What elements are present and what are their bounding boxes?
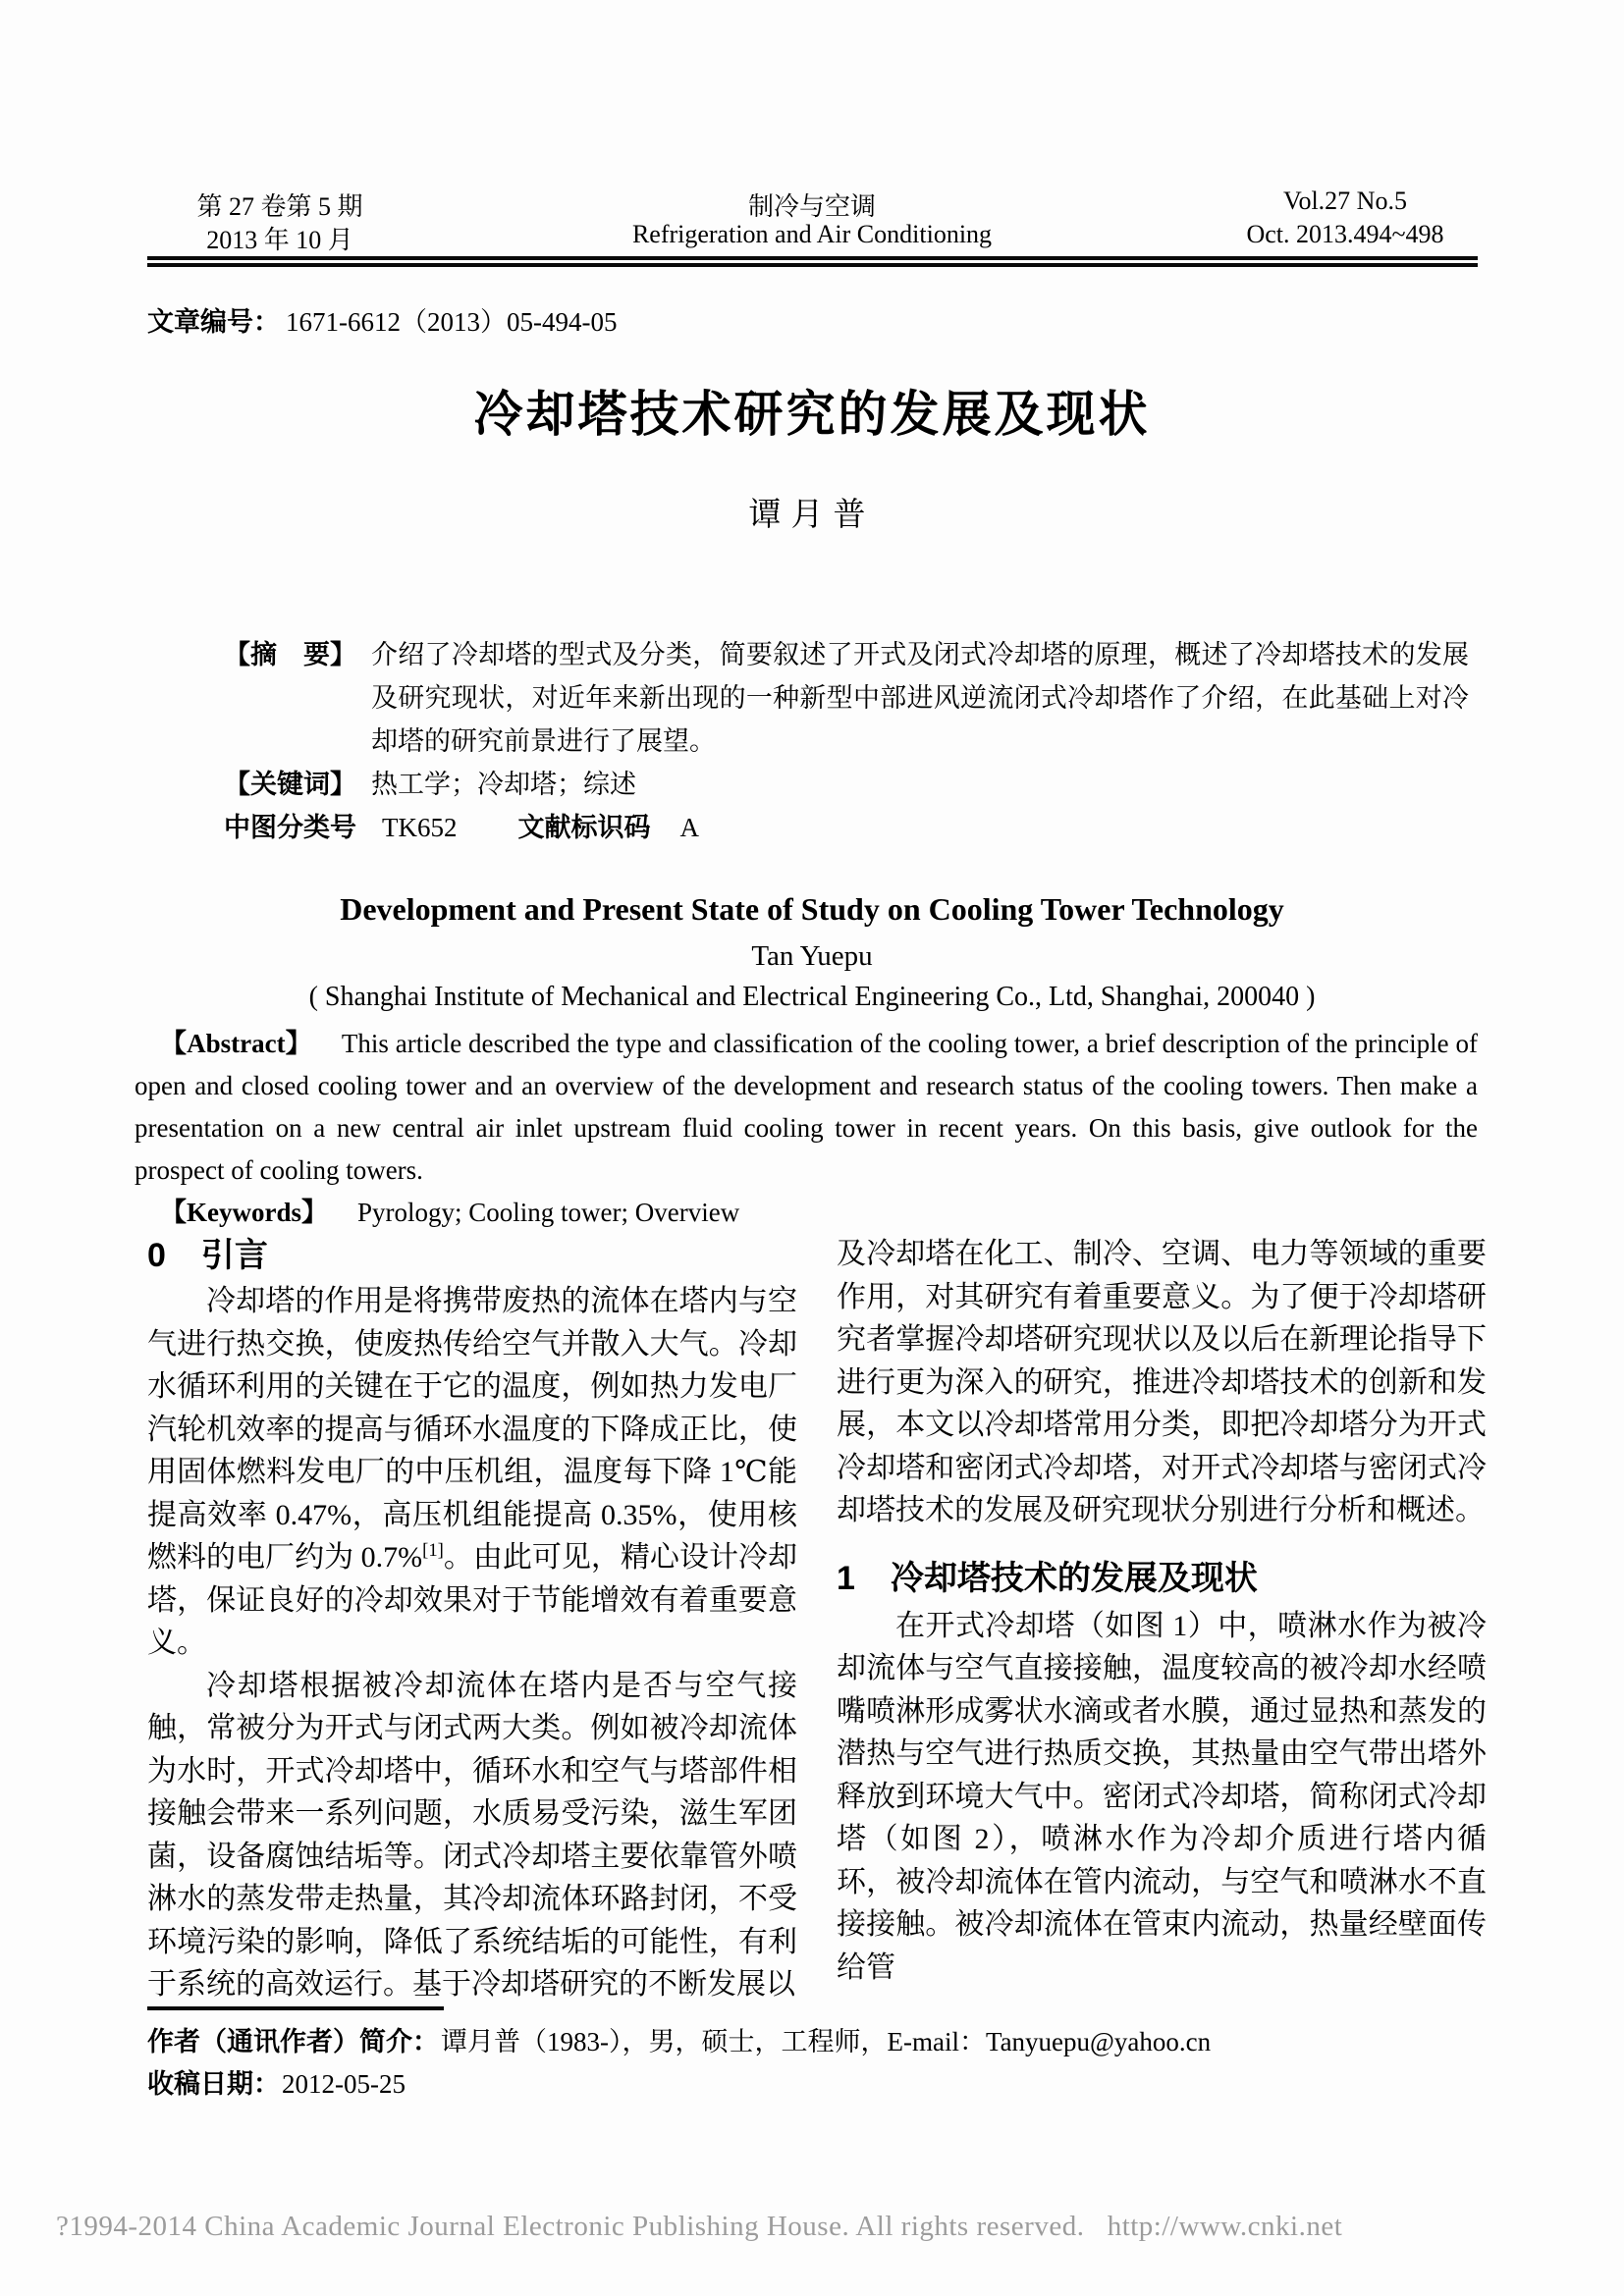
keywords-text-en: Pyrology; Cooling tower; Overview bbox=[357, 1198, 740, 1227]
section-1-heading bbox=[837, 1556, 1487, 1601]
author-name-en: Tan Yuepu bbox=[751, 940, 873, 972]
author-bio-note bbox=[147, 2020, 1211, 2058]
section-0-heading bbox=[147, 1233, 797, 1278]
section-0-paragraph-1 bbox=[147, 1280, 797, 1665]
received-date-label: 收稿日期： bbox=[147, 2069, 280, 2099]
author-bio-label: 作者（通讯作者）简介： bbox=[147, 2027, 439, 2056]
keywords-en bbox=[135, 1192, 1478, 1234]
journal-name-cn: 制冷与空调 bbox=[747, 192, 876, 221]
continued-paragraph: 及冷却塔在化工、制冷、空调、电力等领域的重要作用，对其研究有着重要意义。为了便于冷却塔研究者掌握冷却塔研究现状以及以后在新理论指导下进行更为深入的研究，推进冷却塔技术的创新和发展，本文以冷却塔常用分类，即把冷却塔分为开式冷却塔和密闭式冷却塔，对开式冷却塔与密闭式冷却塔技术的发展及研究现状分别进行分析和概述。 bbox=[837, 1238, 1487, 1526]
volume-issue-en: Vol.27 No.5 bbox=[1283, 187, 1407, 215]
header-divider bbox=[147, 256, 1478, 267]
paragraph-text: 冷却塔的作用是将携带废热的流体在塔内与空气进行热交换，使废热传给空气并散入大气。冷却水循环利用的关键在于它的温度，例如热力发电厂汽轮机效率的提高与循环水温度的下降成正比，使用固体燃料发电厂的中压机组，温度每下降 1℃能提高效率 0.47%，高压机组能提高 0.35%，使用核燃料的电厂约为 0.7% bbox=[147, 1285, 797, 1574]
doc-code-value: A bbox=[679, 813, 699, 842]
affiliation-en: ( Shanghai Institute of Mechanical and Electrical Engineering Co., Ltd, Shanghai, 200040 ) bbox=[308, 982, 1316, 1012]
copyright-watermark: ?1994-2014 China Academic Journal Electronic Publishing House. All rights reserved. http://www.cnki.net bbox=[56, 2211, 1343, 2242]
abstract-text-cn: 介绍了冷却塔的型式及分类，简要叙述了开式及闭式冷却塔的原理，概述了冷却塔技术的发展及研究现状，对近年来新出现的一种新型中部进风逆流闭式冷却塔作了介绍，在此基础上对冷却塔的研究前景进行了展望。 bbox=[371, 640, 1469, 756]
section-1-paragraph-1: 在开式冷却塔（如图 1）中，喷淋水作为被冷却流体与空气直接接触，温度较高的被冷却水经喷嘴喷淋形成雾状水滴或者水膜，通过显热和蒸发的潜热与空气进行热质交换，其热量由空气带出塔外释放到环境大气中。密闭式冷却塔，简称闭式冷却塔（如图 2），喷淋水作为冷却介质进行塔内循环，被冷却流体在管内流动，与空气和喷淋水不直接接触。被冷却流体在管束内流动，热量经壁面传给管 bbox=[837, 1609, 1487, 1984]
footnote-divider bbox=[147, 2006, 444, 2010]
english-abstract-block bbox=[135, 1023, 1478, 1234]
abstract-row-cn bbox=[224, 633, 1469, 763]
journal-header-row-1 bbox=[0, 187, 1624, 220]
section-1-number: 1 bbox=[837, 1559, 855, 1597]
section-0-paragraph-2: 冷却塔根据被冷却流体在塔内是否与空气接触，常被分为开式与闭式两大类。例如被冷却流体为水时，开式冷却塔中，循环水和空气与塔部件相接触会带来一系列问题，水质易受污染，滋生军团菌，设备腐蚀结垢等。闭式冷却塔主要依靠管外喷淋水的蒸发带走热量，其冷却流体环路封闭，不受环境污染的影响，降低了系统结垢的可能性，有利于系统的高效运行。基于冷却塔研究的不断发展以 bbox=[147, 1669, 797, 2001]
article-title-en: Development and Present State of Study on Cooling Tower Technology bbox=[340, 891, 1284, 927]
issue-date-cn: 2013 年 10 月 bbox=[206, 226, 353, 254]
article-number bbox=[147, 300, 617, 339]
author-bio-text: 谭月普（1983-），男，硕士，工程师，E-mail：Tanyuepu@yahoo.cn bbox=[441, 2027, 1212, 2056]
journal-name-en: Refrigeration and Air Conditioning bbox=[631, 220, 993, 248]
article-number-label: 文章编号： bbox=[147, 307, 280, 337]
abstract-text-en: This article described the type and classification of the cooling tower, a brief description of the principle of open and closed cooling tower and an overview of the development and research status of the cooling towers. Then make a presentation on a new central air inlet upstream fluid cooling tower in recent years. On this basis, give outlook for the prospect of cooling towers. bbox=[135, 1029, 1478, 1185]
body-column-right bbox=[837, 1233, 1487, 1989]
keywords-label-en: 【Keywords】 bbox=[160, 1198, 328, 1227]
received-date-note bbox=[147, 2062, 406, 2101]
abstract-en bbox=[135, 1023, 1478, 1192]
section-0-title: 引言 bbox=[200, 1237, 268, 1274]
keywords-text-cn: 热工学；冷却塔；综述 bbox=[371, 770, 636, 799]
abstract-label-en: 【Abstract】 bbox=[160, 1029, 312, 1058]
abstract-label-cn: 【摘 要】 bbox=[224, 640, 356, 669]
author-name-cn: 谭月普 bbox=[748, 498, 876, 533]
paragraph-text: 。由此可见，精心设计冷却塔，保证良好的冷却效果对于节能增效有着重要意义。 bbox=[147, 1541, 797, 1659]
section-0-number: 0 bbox=[147, 1237, 166, 1274]
article-title-cn: 冷却塔技术研究的发展及现状 bbox=[473, 387, 1151, 442]
doc-code-label: 文献标识码 bbox=[517, 813, 651, 842]
keywords-label-cn: 【关键词】 bbox=[224, 770, 356, 799]
issue-date-pages-en: Oct. 2013.494~498 bbox=[1246, 220, 1444, 248]
clc-value: TK652 bbox=[382, 813, 458, 842]
keywords-row-cn bbox=[224, 763, 1469, 806]
journal-header-row-2 bbox=[0, 220, 1624, 253]
citation-ref-1: [1] bbox=[422, 1540, 444, 1561]
received-date-value: 2012-05-25 bbox=[282, 2069, 406, 2099]
article-number-value: 1671-6612（2013）05-494-05 bbox=[286, 307, 618, 337]
clc-label: 中图分类号 bbox=[224, 813, 356, 842]
chinese-abstract-block bbox=[224, 633, 1469, 849]
classification-row bbox=[224, 806, 1469, 849]
section-1-title: 冷却塔技术的发展及现状 bbox=[890, 1559, 1258, 1597]
volume-issue-cn: 第 27 卷第 5 期 bbox=[196, 192, 363, 221]
body-column-left bbox=[147, 1233, 797, 2006]
